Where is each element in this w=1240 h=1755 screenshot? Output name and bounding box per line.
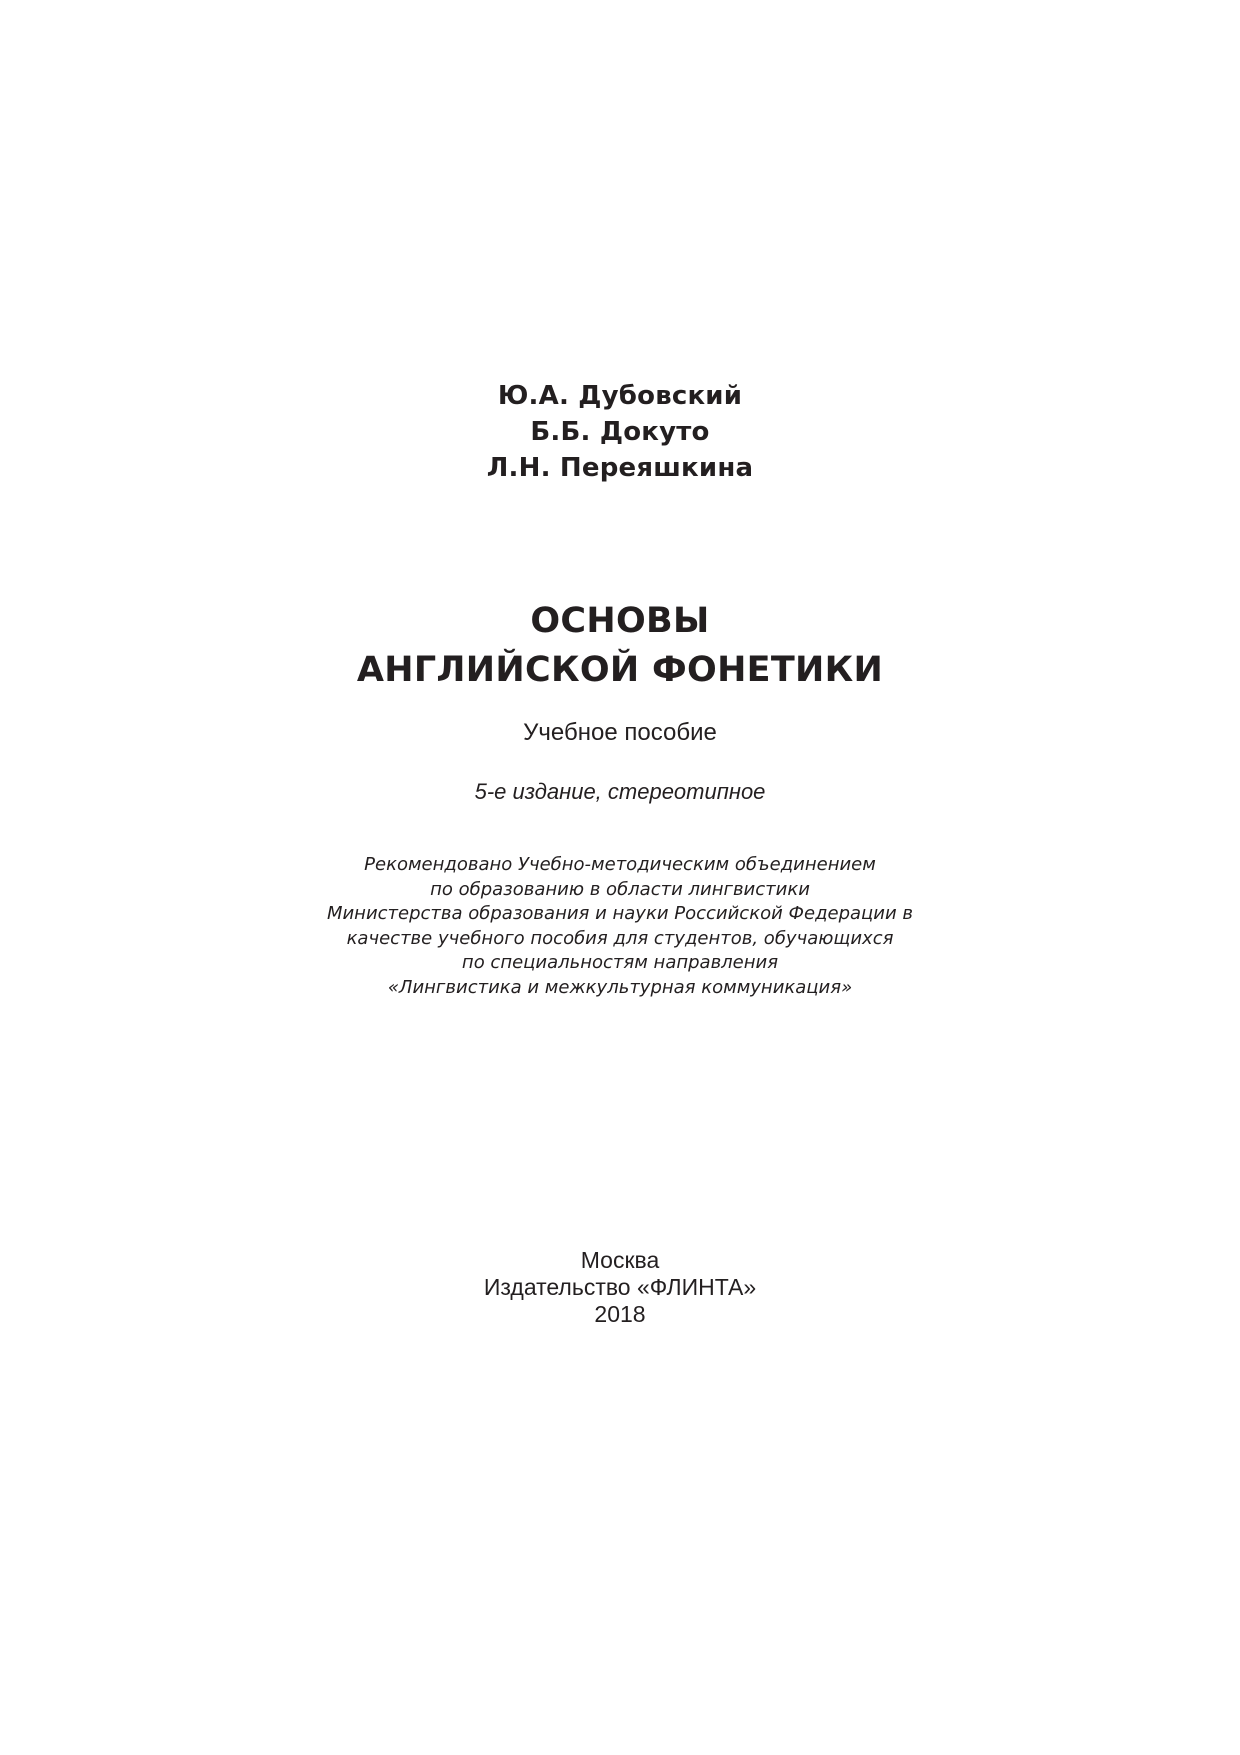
recommendation-line: качестве учебного пособия для студентов, обучающихся (346, 927, 894, 949)
recommendation-line: Рекомендовано Учебно-методическим объединением (364, 854, 876, 875)
recommendation-block (0, 853, 1240, 1001)
book-title (0, 597, 1240, 695)
imprint-block (0, 1247, 1240, 1328)
book-subtitle (0, 718, 1240, 748)
imprint-year: 2018 (594, 1301, 646, 1327)
book-subtitle-text: Учебное пособие (523, 719, 717, 746)
recommendation-line: «Лингвистика и межкультурная коммуникация» (387, 976, 853, 998)
authors-block (0, 378, 1240, 486)
edition-text: 5-е издание, стереотипное (474, 779, 766, 804)
author-name: Б.Б. Докуто (530, 417, 710, 447)
author-name: Л.Н. Переяшкина (486, 453, 754, 483)
book-title-line: ОСНОВЫ (530, 601, 710, 641)
recommendation-line: по специальностям направления (461, 952, 779, 974)
book-title-line: АНГЛИЙСКОЙ ФОНЕТИКИ (356, 650, 884, 690)
imprint-publisher: Издательство «ФЛИНТА» (483, 1274, 757, 1300)
edition-note (0, 778, 1240, 806)
imprint-city: Москва (580, 1247, 660, 1273)
recommendation-line: Министерства образования и науки Российской Федерации в (326, 903, 914, 925)
author-name: Ю.А. Дубовский (497, 381, 743, 411)
recommendation-line: по образованию в области лингвистики (430, 878, 810, 900)
